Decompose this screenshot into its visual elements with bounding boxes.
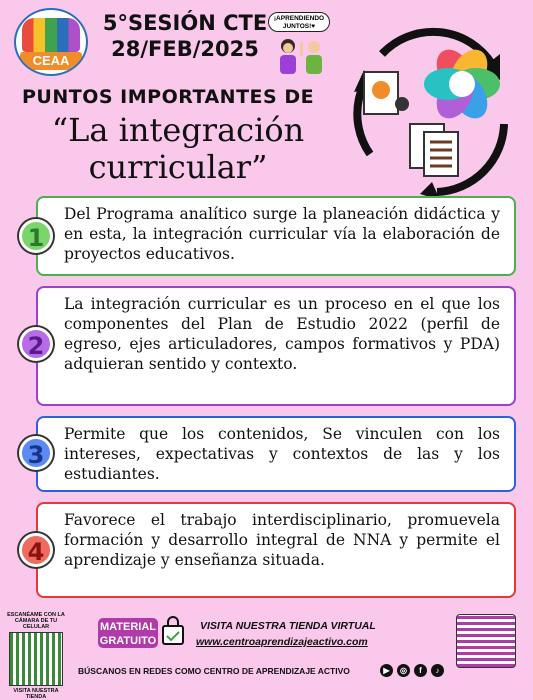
teachers-illustration [270, 36, 332, 74]
scan-bottom-label: VISITA NUESTRA TIENDA [13, 688, 59, 700]
number-badge-3: 3 [19, 436, 53, 470]
youtube-icon[interactable]: ▶ [380, 664, 393, 677]
qr-code[interactable] [9, 632, 63, 686]
document-chart-icon [364, 72, 409, 114]
shop-link[interactable]: www.centroaprendizajeactivo.com [196, 636, 368, 648]
session-date: 28/FEB/2025 [111, 37, 259, 61]
number-badge-1: 1 [19, 219, 53, 253]
facebook-icon[interactable]: f [414, 664, 427, 677]
point-text-4: Favorece el trabajo interdisciplinario, promuevela formación y desarrollo integral de NNA y permite el aprendizaje y enseñanza situada. [64, 511, 500, 569]
scan-label: ESCANÉAME CON LA CÁMARA DE TU CELULAR [7, 612, 65, 630]
point-text-3: Permite que los contenidos, Se vinculen con los intereses, expectativas y contextos de las y los estudiantes. [64, 425, 500, 483]
documents-icon [410, 124, 458, 176]
logo-text: CEAA [20, 52, 82, 70]
tiktok-icon[interactable]: ♪ [431, 664, 444, 677]
session-line-1: 5°SESIÓN CTE [102, 11, 268, 35]
point-box-1 [36, 196, 516, 276]
session-heading [100, 10, 270, 62]
point-text-2: La integración curricular es un proceso en el que los componentes del Plan de Estudio 2022 (perfil de egreso, ejes articuladores, campos formativos y PDA) adquieran sentido y contexto. [64, 295, 500, 373]
social-label: BÚSCANOS EN REDES COMO CENTRO DE APRENDIZAJE ACTIVO [78, 666, 350, 676]
point-text-1: Del Programa analítico surge la planeación didáctica y en esta, la integración curricular vía la elaboración de proyectos educativos. [64, 205, 500, 263]
children-illustration [22, 18, 80, 52]
number-badge-2: 2 [19, 327, 53, 361]
cycle-illustration [342, 14, 522, 200]
scan-qr-block [6, 612, 66, 700]
material-gratuito-badge: MATERIAL GRATUITO [98, 618, 158, 648]
speech-bubble: ¡APRENDIENDO JUNTOS!♥ [268, 12, 330, 32]
shopping-bag-icon [160, 616, 186, 646]
qr-code-right[interactable] [456, 614, 516, 668]
shop-label: VISITA NUESTRA TIENDA VIRTUAL [200, 620, 376, 632]
subtitle: PUNTOS IMPORTANTES DE [22, 86, 315, 108]
number-badge-4: 4 [19, 533, 53, 567]
instagram-icon[interactable]: ◎ [397, 664, 410, 677]
point-box-4 [36, 502, 516, 598]
title-line-1: “La integración [51, 111, 305, 149]
point-box-2 [36, 286, 516, 406]
title-line-2: curricular” [88, 148, 268, 186]
ceaa-logo [14, 8, 88, 76]
point-box-3 [36, 416, 516, 492]
page-title [18, 112, 338, 186]
